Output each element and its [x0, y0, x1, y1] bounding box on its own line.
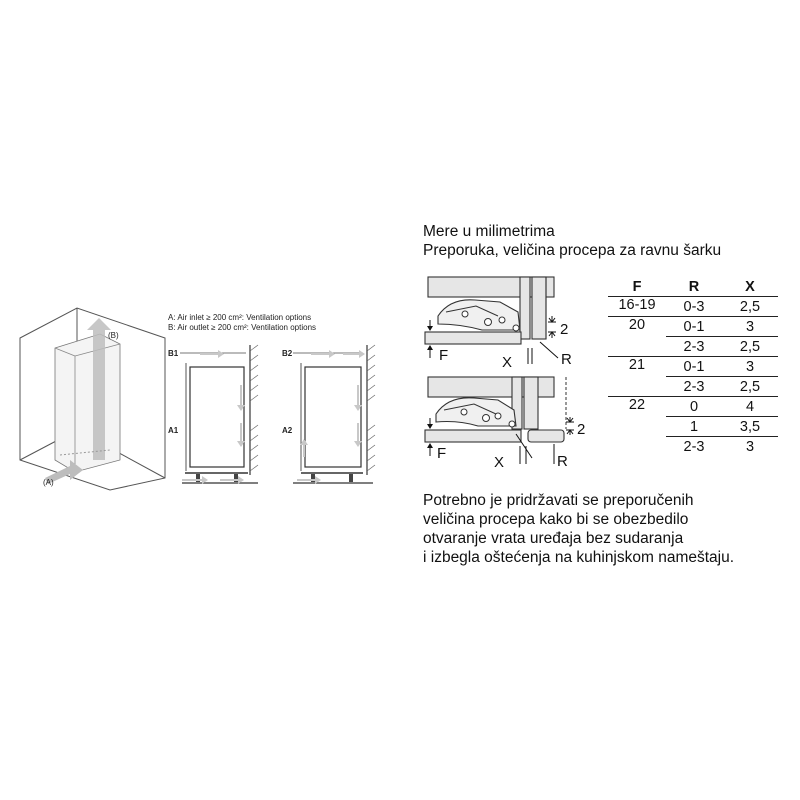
cell-x: 2,5 [722, 377, 778, 397]
hinge-section-top-diagram [420, 272, 610, 372]
cell-r: 2-3 [666, 337, 722, 357]
dim-gap-1: 2 [560, 321, 569, 338]
header-f: F [608, 277, 666, 297]
gap-table [608, 277, 778, 456]
cell-x: 3 [722, 317, 778, 337]
title-line-2: Preporuka, veličina procepa za ravnu šarku [423, 242, 722, 259]
note-line: i izbegla oštećenja na kuhinjskom nameštaju. [423, 549, 735, 566]
cell-x: 3 [722, 357, 778, 377]
cell-r: 0-3 [666, 297, 722, 317]
note-line: Potrebno je pridržavati se preporučenih [423, 492, 694, 509]
header-x: X [722, 277, 778, 297]
vent-label-b: (B) [108, 331, 119, 340]
cell-x: 2,5 [722, 337, 778, 357]
panel-label-b2: B2 [282, 349, 293, 358]
dim-r-1: R [561, 351, 572, 368]
hinge-title [423, 222, 721, 260]
vent-label-a: (A) [43, 478, 54, 487]
dim-f-1: F [439, 347, 449, 364]
dim-x-2: X [494, 454, 505, 471]
panel-label-a1: A1 [168, 426, 179, 435]
cell-r: 0-1 [666, 357, 722, 377]
cell-f: 22 [608, 397, 666, 457]
dim-gap-2: 2 [577, 421, 586, 438]
note-line: veličina procepa kako bi se obezbedilo [423, 511, 689, 528]
hinge-note [423, 491, 734, 567]
cell-x: 3 [722, 437, 778, 457]
table-row [608, 317, 778, 337]
cell-r: 0 [666, 397, 722, 417]
dim-f-2: F [437, 445, 447, 462]
dim-r-2: R [557, 453, 568, 470]
ventilation-legend [168, 313, 316, 333]
cell-f: 20 [608, 317, 666, 357]
cell-r: 0-1 [666, 317, 722, 337]
cell-x: 3,5 [722, 417, 778, 437]
legend-b: B: Air outlet ≥ 200 cm²: Ventilation options [168, 323, 317, 332]
ventilation-option-1-diagram [180, 345, 293, 490]
ventilation-option-2-diagram [293, 345, 403, 490]
panel-label-a2: A2 [282, 426, 293, 435]
cell-r: 2-3 [666, 437, 722, 457]
cell-x: 4 [722, 397, 778, 417]
table-row [608, 297, 778, 317]
table-row [608, 357, 778, 377]
header-r: R [666, 277, 722, 297]
panel-label-b1: B1 [168, 349, 179, 358]
cell-r: 1 [666, 417, 722, 437]
dim-x-1: X [502, 354, 513, 371]
note-line: otvaranje vrata uređaja bez sudaranja [423, 530, 684, 547]
table-header-row [608, 277, 778, 297]
hinge-section-bottom-diagram [420, 372, 610, 472]
title-line-1: Mere u milimetrima [423, 223, 555, 240]
cell-f: 21 [608, 357, 666, 397]
cabinet-perspective-diagram [15, 300, 175, 500]
cell-r: 2-3 [666, 377, 722, 397]
cell-f: 16-19 [608, 297, 666, 317]
table-row [608, 397, 778, 417]
legend-a: A: Air inlet ≥ 200 cm²: Ventilation options [168, 313, 312, 322]
cell-x: 2,5 [722, 297, 778, 317]
